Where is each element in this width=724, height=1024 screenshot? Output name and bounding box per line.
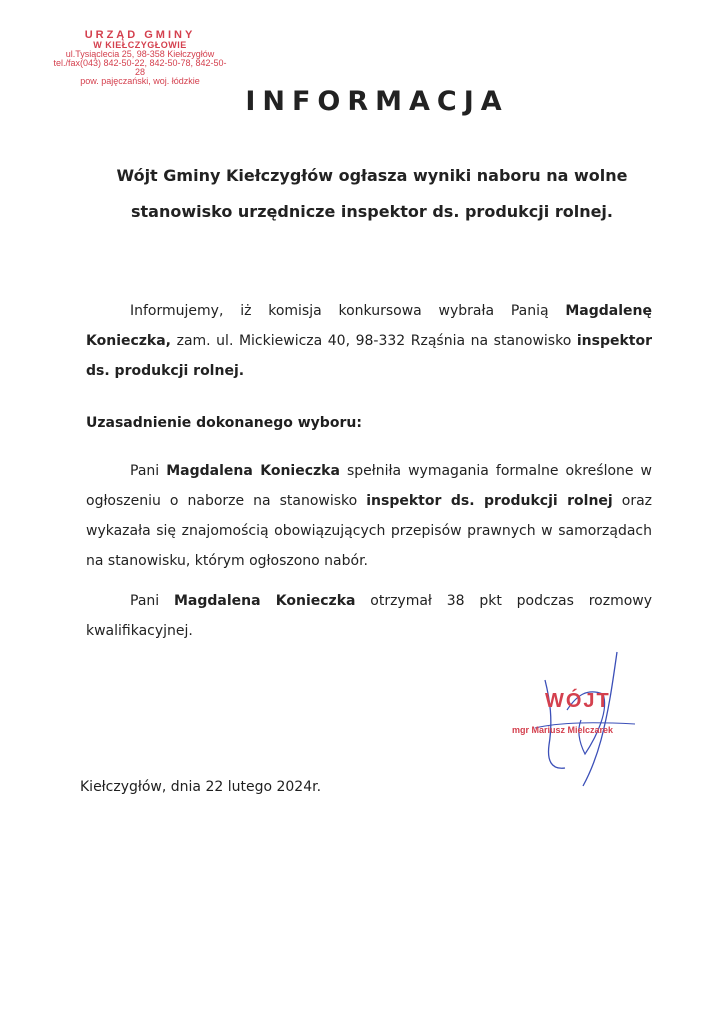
selected-candidate-name: Magdalenę Konieczka, [86, 303, 652, 349]
paragraph-justification [86, 456, 652, 576]
paragraph-selection [86, 296, 652, 386]
paragraph-score [86, 586, 652, 646]
stamp-line-3: ul.Tysiąclecia 25, 98-358 Kiełczygłów [65, 49, 215, 59]
signatory-name: mgr Mariusz Mielczarek [512, 725, 614, 735]
handwritten-signature-icon [505, 650, 655, 790]
signature-block [505, 650, 655, 790]
paragraph-text: oraz wykazała się znajomością obowiązujących przepisów prawnych w samorządach na stanowisku, którym ogłoszono nabór. [86, 493, 653, 569]
paragraph-text: spełniła wymagania formalne określone w ogłoszeniu o naborze na stanowisko [86, 463, 653, 509]
stamp-line-5: pow. pajęczański, woj. łódzkie [80, 76, 200, 86]
position-name: inspektor ds. produkcji rolnej [366, 493, 613, 509]
paragraph-text: Pani [130, 463, 167, 479]
position-name: inspektor ds. produkcji rolnej. [86, 333, 652, 379]
stamp-line-4: tel./fax(043) 842-50-22, 842-50-78, 842-50-28 [53, 58, 227, 77]
candidate-name: Magdalena Konieczka [166, 463, 340, 479]
signature-title: WÓJT [545, 690, 611, 712]
place-and-date: Kiełczygłów, dnia 22 lutego 2024r. [80, 779, 322, 795]
candidate-name: Magdalena Konieczka [173, 593, 356, 609]
paragraph-text: Pani [130, 593, 174, 609]
paragraph-text: Informujemy, iż komisja konkursowa wybrała Panią [130, 303, 566, 319]
document-title: INFORMACJA [245, 86, 509, 117]
stamp-line-1: URZĄD GMINY [84, 29, 196, 41]
paragraph-text: otrzymał 38 pkt podczas rozmowy kwalifikacyjnej. [86, 593, 653, 639]
justification-heading: Uzasadnienie dokonanego wyboru: [86, 415, 362, 431]
paragraph-text: zam. ul. Mickiewicza 40, 98-332 Rząśnia na stanowisko [171, 333, 577, 349]
document-subtitle: Wójt Gminy Kiełczygłów ogłasza wyniki naboru na wolne stanowisko urzędnicze inspektor ds. produkcji rolnej. [116, 166, 628, 221]
office-stamp [50, 30, 230, 86]
stamp-line-2: W KIEŁCZYGŁOWIE [93, 40, 187, 50]
